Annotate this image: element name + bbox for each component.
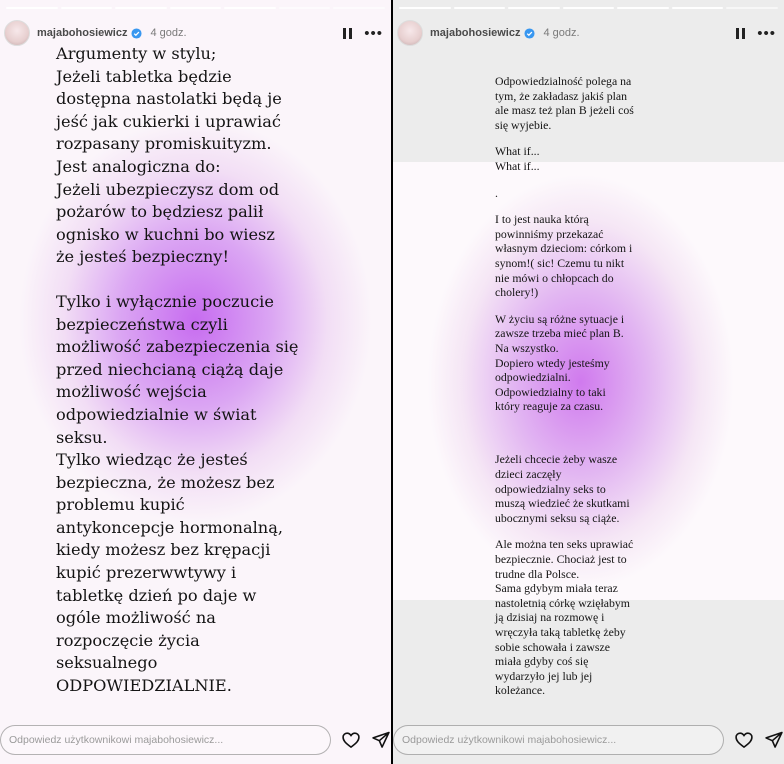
paragraph-gap [495, 440, 665, 452]
story-text-line: Jeżeli chcecie żeby wasze [495, 452, 618, 467]
story-text-line: Dopiero wtedy jesteśmy [495, 355, 610, 370]
story-text-line: Odpowiedzialny to taki [495, 384, 606, 399]
story-text-line: nastoletnią córkę wzięłabym [495, 595, 630, 610]
story-text-line: rozpoczęcie życia [56, 630, 200, 650]
story-header [397, 18, 780, 48]
story-text-line: ją dzisiaj na rozmowę i [495, 610, 605, 625]
story-progress-bar [6, 7, 385, 9]
username[interactable]: majabohosiewicz [37, 27, 128, 39]
reply-input[interactable]: Odpowiedz użytkownikowi majabohosiewicz... [393, 725, 724, 755]
story-text-line: kiedy możesz bez krępacji [56, 540, 271, 560]
verified-icon [131, 28, 142, 39]
story-text-line: możliwość zabezpieczenia się [56, 337, 299, 357]
pause-icon[interactable] [343, 28, 352, 39]
story-panel-left[interactable] [0, 0, 391, 764]
story-text-line: W życiu są różne sytuacje i [495, 311, 625, 326]
story-text-line: jeść jak cukierki i uprawiać [56, 111, 281, 131]
story-text-line: muszą wiedzieć że skutkami [495, 496, 630, 511]
avatar[interactable] [4, 20, 30, 46]
story-text-line: Jeżeli ubezpieczysz dom od [56, 179, 280, 199]
story-text-line: Jeżeli tabletka będzie [56, 66, 232, 86]
story-text-line: bezpieczeństwa czyli [56, 314, 228, 334]
paragraph-gap [56, 269, 326, 291]
verified-icon [524, 28, 535, 39]
paragraph-gap [495, 300, 665, 312]
story-text-line: Ale można ten seks uprawiać [495, 537, 634, 552]
story-text-line: ognisko w kuchni bo wiesz [56, 224, 275, 244]
story-text-line: własnym dzieciom: córkom i [495, 241, 633, 256]
story-text-line: dostępna nastolatki będą je [56, 89, 282, 109]
story-text-line: problemu kupić [56, 495, 185, 515]
story-text-line: seksualnego [56, 653, 158, 673]
username[interactable]: majabohosiewicz [430, 27, 521, 39]
reply-bar [393, 723, 784, 757]
story-text-line: Argumenty w stylu; [56, 44, 217, 63]
story-text [56, 43, 326, 698]
paragraph-gap [495, 414, 665, 426]
paragraph-gap [495, 525, 665, 537]
story-text-line: bezpiecznie. Chociaż jest to [495, 552, 627, 567]
story-text-line: I to jest nauka którą [495, 212, 589, 227]
story-text-line: tym, że zakładasz jakiś plan [495, 88, 628, 103]
story-text-line: przed niechcianą ciążą daje [56, 359, 284, 379]
send-icon[interactable] [764, 730, 784, 750]
more-options-icon[interactable]: ••• [757, 24, 776, 42]
heart-icon[interactable] [341, 730, 361, 750]
avatar[interactable] [397, 20, 423, 46]
story-text-line: trudne dla Polsce. [495, 566, 580, 581]
story-text-line: zawsze trzeba mieć plan B. [495, 326, 624, 341]
story-text-line: ubocznymi seksu są ciąże. [495, 510, 620, 525]
paragraph-gap [495, 200, 665, 212]
post-time: 4 godz. [543, 27, 580, 39]
story-text-line: odpowiedzialny seks to [495, 481, 606, 496]
story-text-line: . [495, 185, 498, 200]
story-text-line [495, 426, 665, 441]
reply-input[interactable]: Odpowiedz użytkownikowi majabohosiewicz... [0, 725, 331, 755]
story-text-line: Odpowiedzialność polega na [495, 74, 632, 88]
story-text-line: odpowiedzialnie w świat [56, 404, 257, 424]
story-text-line: który reaguje za czasu. [495, 399, 604, 414]
story-text-line: nie mówi o chłopcach do [495, 270, 614, 285]
story-text-line: się wyjebie. [495, 117, 552, 132]
story-text-line: rozpasany promiskuityzm. [56, 134, 272, 154]
story-text-line: cholery!) [495, 285, 539, 300]
story-text-line: synom!( sic! Czemu tu nikt [495, 255, 625, 270]
story-text-line: Na wszystko. [495, 340, 559, 355]
story-text-line: antykoncepcje hormonalną, [56, 517, 284, 537]
story-text-line: Tylko wiedząc że jesteś [56, 450, 248, 470]
story-text-line: What if... [495, 144, 540, 159]
pause-icon[interactable] [736, 28, 745, 39]
send-icon[interactable] [371, 730, 391, 750]
story-text-line: ODPOWIEDZIALNIE. [56, 676, 232, 696]
story-text-line: wręczyła taką tabletkę żeby [495, 625, 626, 639]
story-text-line: dzieci zaczęły [495, 467, 562, 482]
post-time: 4 godz. [150, 27, 187, 39]
story-text-line: tabletkę dzień po daje w [56, 585, 257, 605]
paragraph-gap [495, 174, 665, 186]
story-text-line: bezpieczna, że możesz bez [56, 472, 275, 492]
story-text-line: Sama gdybym miała teraz [495, 581, 618, 596]
story-progress-bar [399, 7, 778, 9]
heart-icon[interactable] [734, 730, 754, 750]
story-text-line: pożarów to będziesz palił [56, 202, 264, 222]
story-text-line: Jest analogiczna do: [56, 156, 221, 176]
story-text-line: ogóle możliwość na [56, 608, 216, 628]
story-text-line: seksu. [56, 427, 108, 447]
story-text [495, 74, 665, 698]
story-panel-right[interactable] [393, 0, 784, 764]
story-text-line: ale masz też plan B jeżeli coś [495, 103, 634, 118]
story-text-line: What if... [495, 158, 540, 173]
story-text-line: Tylko i wyłącznie poczucie [56, 291, 274, 311]
story-text-line: sobie schowała i zawsze [495, 639, 610, 654]
paragraph-gap [495, 132, 665, 144]
story-text-line: wydarzyło jej lub jej [495, 668, 593, 683]
story-text-line: możliwość wejścia [56, 382, 207, 402]
story-text-line: miała gdyby coś się [495, 654, 589, 669]
reply-bar [0, 723, 391, 757]
story-text-line: koleżance. [495, 683, 546, 698]
story-text-line: odpowiedzialni. [495, 370, 571, 385]
story-text-line: że jesteś bezpieczny! [56, 247, 229, 267]
story-text-line: kupić prezerwwtywy i [56, 563, 237, 583]
more-options-icon[interactable]: ••• [364, 24, 383, 42]
story-text-line: powinniśmy przekazać [495, 226, 604, 241]
